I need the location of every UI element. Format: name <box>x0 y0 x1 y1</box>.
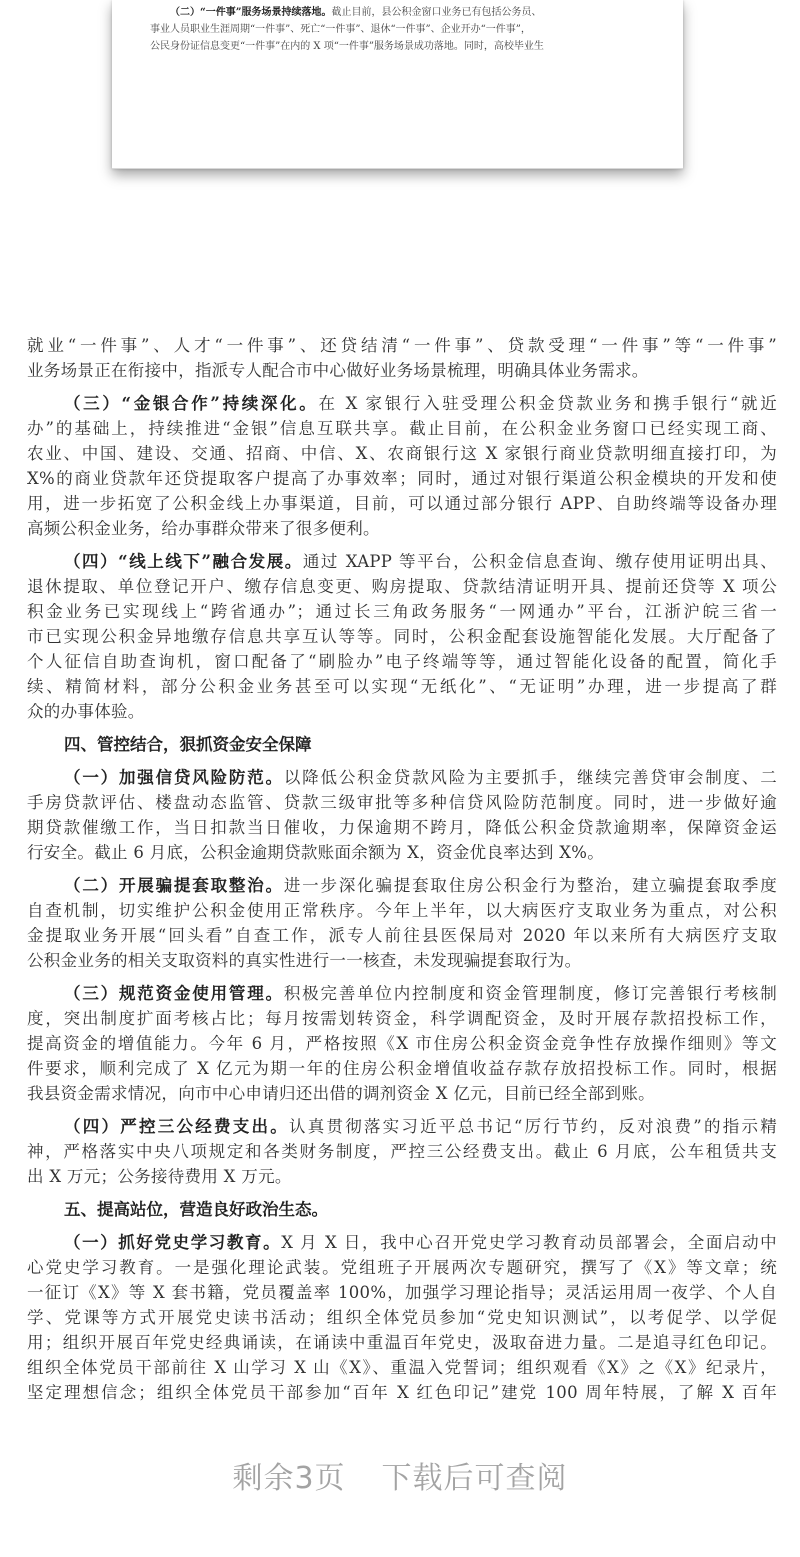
section-title: 四、管控结合，狠抓资金安全保障 <box>64 735 312 754</box>
text-line: 学、党课等方式开展党史读书活动；组织全体党员参加“党史知识测试”，以考促学、以学促 <box>27 1308 777 1327</box>
text-line: 积极完善单位内控制度和资金管理制度，修订完善银行考核制 <box>283 984 777 1003</box>
text-line: 一征订《X》等 X 套书籍，党员覆盖率 100%，加强学习理论指导；灵活运用周一夜学、个人自 <box>27 1283 777 1302</box>
paragraph <box>27 391 777 541</box>
text-line: 农业、中国、建设、交通、招商、中信、X、农商银行这 X 家银行商业贷款明细直接打印，为 <box>27 444 777 463</box>
text-line: 出 X 万元；公务接待费用 X 万元。 <box>27 1167 292 1186</box>
text-line: 我县资金需求情况，向市中心申请归还出借的调剂资金 X 亿元，目前已经全部到账。 <box>27 1084 655 1103</box>
text-line: 期贷款催缴工作，当日扣款当日催收，力保逾期不跨月，降低公积金贷款逾期率，保障资金运 <box>27 818 777 837</box>
text-line: 公积金业务的相关支取资料的真实性进行一一核查，未发现骗提套取行为。 <box>27 951 582 970</box>
preview-text <box>150 4 650 55</box>
section-title: 五、提高站位，营造良好政治生态。 <box>64 1200 328 1219</box>
text-line: 退休提取、单位登记开户、缴存信息变更、购房提取、贷款结清证明开具、提前还贷等 X 项公 <box>27 577 777 596</box>
text-line: X 月 X 日，我中心召开党史学习教育动员部署会，全面启动中 <box>281 1233 777 1252</box>
paragraph-heading: （四）“线上线下”融合发展。 <box>64 552 303 571</box>
paragraph-heading: （一）抓好党史学习教育。 <box>64 1233 282 1252</box>
text-line: 组织全体党员干部前往 X 山学习 X 山《X》、重温入党誓词；组织观看《X》之《X》纪录片， <box>27 1358 777 1377</box>
paragraph-heading: （三）“金银合作”持续深化。 <box>64 394 319 413</box>
download-prompt-label: 下载后可查阅 <box>381 1461 568 1496</box>
text-line: 个人征信自助查询机，窗口配备了“刷脸办”电子终端等等，通过智能化设备的配置，简化手 <box>27 652 777 671</box>
text-line: 积金业务已实现线上“跨省通办”；通过长三角政务服务“一网通办”平台，江浙沪皖三省一 <box>27 602 777 621</box>
paragraph-heading: （二）开展骗提套取整治。 <box>64 876 284 895</box>
document-body <box>27 333 777 1405</box>
text-line: 自查机制，切实维护公积金使用正常秩序。今年上半年，以大病医疗支取业务为重点，对公积 <box>27 901 777 920</box>
preview-line: 截止目前，县公积金窗口业务已有包括公务员、 <box>331 7 542 18</box>
text-line: 办”的基础上，持续推进“金银”信息互联共享。截止目前，在公积金业务窗口已经实现工商、 <box>27 419 777 438</box>
text-line: 高频公积金业务，给办事群众带来了很多便利。 <box>27 519 380 538</box>
text-line: 用；组织开展百年党史经典诵读，在诵读中重温百年党史，汲取奋进力量。二是追寻红色印记。 <box>27 1333 777 1352</box>
text-line: 行安全。截止 6 月底，公积金逾期贷款账面余额为 X，资金优良率达到 X%。 <box>27 843 605 862</box>
text-line: 就业“一件事”、人才“一件事”、还贷结清“一件事”、贷款受理“一件事”等“一件事” <box>27 336 777 355</box>
text-line: 金提取业务开展“回头看”自查工作，派专人前往县医保局对 2020 年以来所有大病医疗支取 <box>27 926 777 945</box>
paragraph-heading: （一）加强信贷风险防范。 <box>64 768 284 787</box>
remaining-pages-label: 剩余3页 <box>232 1461 346 1496</box>
text-line: 在 X 家银行入驻受理公积金贷款业务和携手银行“就近 <box>318 394 777 413</box>
text-line: 众的办事体验。 <box>27 702 145 721</box>
text-line: 进一步深化骗提套取住房公积金行为整治，建立骗提套取季度 <box>283 876 777 895</box>
paragraph <box>27 981 777 1106</box>
paragraph <box>27 549 777 724</box>
paragraph <box>27 1230 777 1405</box>
preview-heading: （二）“一件事”服务场景持续落地。 <box>170 7 332 18</box>
paragraph <box>27 1114 777 1189</box>
preview-line: 事业人员职业生涯周期“一件事”、死亡“一件事”、退休“一件事”、企业开办“一件事”， <box>150 24 531 35</box>
text-line: 认真贯彻落实习近平总书记“厉行节约，反对浪费”的指示精 <box>288 1117 777 1136</box>
text-line: 业务场景正在衔接中，指派专人配合市中心做好业务场景梳理，明确具体业务需求。 <box>27 361 649 380</box>
download-to-read-more-button[interactable] <box>0 1453 800 1497</box>
text-line: 续、精简材料，部分公积金业务甚至可以实现“无纸化”、“无证明”办理，进一步提高了群 <box>27 677 777 696</box>
paragraph <box>27 333 777 383</box>
text-line: 件要求，顺利完成了 X 亿元为期一年的住房公积金增值收益存款存放招投标工作。同时，根据 <box>27 1059 777 1078</box>
paragraph-heading: （四）严控三公经费支出。 <box>64 1117 289 1136</box>
text-line: 手房贷款评估、楼盘动态监管、贷款三级审批等多种信贷风险防范制度。同时，进一步做好逾 <box>27 793 777 812</box>
text-line: 提高资金的增值能力。今年 6 月，严格按照《X 市住房公积金资金竞争性存放操作细则》等文 <box>27 1034 777 1053</box>
paragraph-heading: （三）规范资金使用管理。 <box>64 984 284 1003</box>
text-line: 通过 XAPP 等平台，公积金信息查询、缴存使用证明出具、 <box>302 552 777 571</box>
text-line: X%的商业贷款年还贷提取客户提高了办事效率；同时，通过对银行渠道公积金模块的开发和使 <box>27 469 777 488</box>
text-line: 用，进一步拓宽了公积金线上办事渠道，目前，可以通过部分银行 APP、自助终端等设备办理 <box>27 494 777 513</box>
preview-line: 公民身份证信息变更“一件事”在内的 X 项“一件事”服务场景成功落地。同时，高校毕业生 <box>150 41 544 52</box>
text-line: 坚定理想信念；组织全体党员干部参加“百年 X 红色印记”建党 100 周年特展，了解 X 百年 <box>27 1383 777 1402</box>
paragraph <box>27 873 777 973</box>
text-line: 度，突出制度扩面考核占比；每月按需划转资金，科学调配资金，及时开展存款招投标工作， <box>27 1009 777 1028</box>
text-line: 市已实现公积金异地缴存信息共享互认等等。同时，公积金配套设施智能化发展。大厅配备了 <box>27 627 777 646</box>
text-line: 心党史学习教育。一是强化理论武装。党组班子开展两次专题研究，撰写了《X》等文章；统 <box>27 1258 777 1277</box>
text-line: 神，严格落实中央八项规定和各类财务制度，严控三公经费支出。截止 6 月底，公车租赁共支 <box>27 1142 777 1161</box>
document-preview-card <box>112 0 683 169</box>
paragraph <box>27 765 777 865</box>
text-line: 以降低公积金贷款风险为主要抓手，继续完善贷审会制度、二 <box>283 768 777 787</box>
